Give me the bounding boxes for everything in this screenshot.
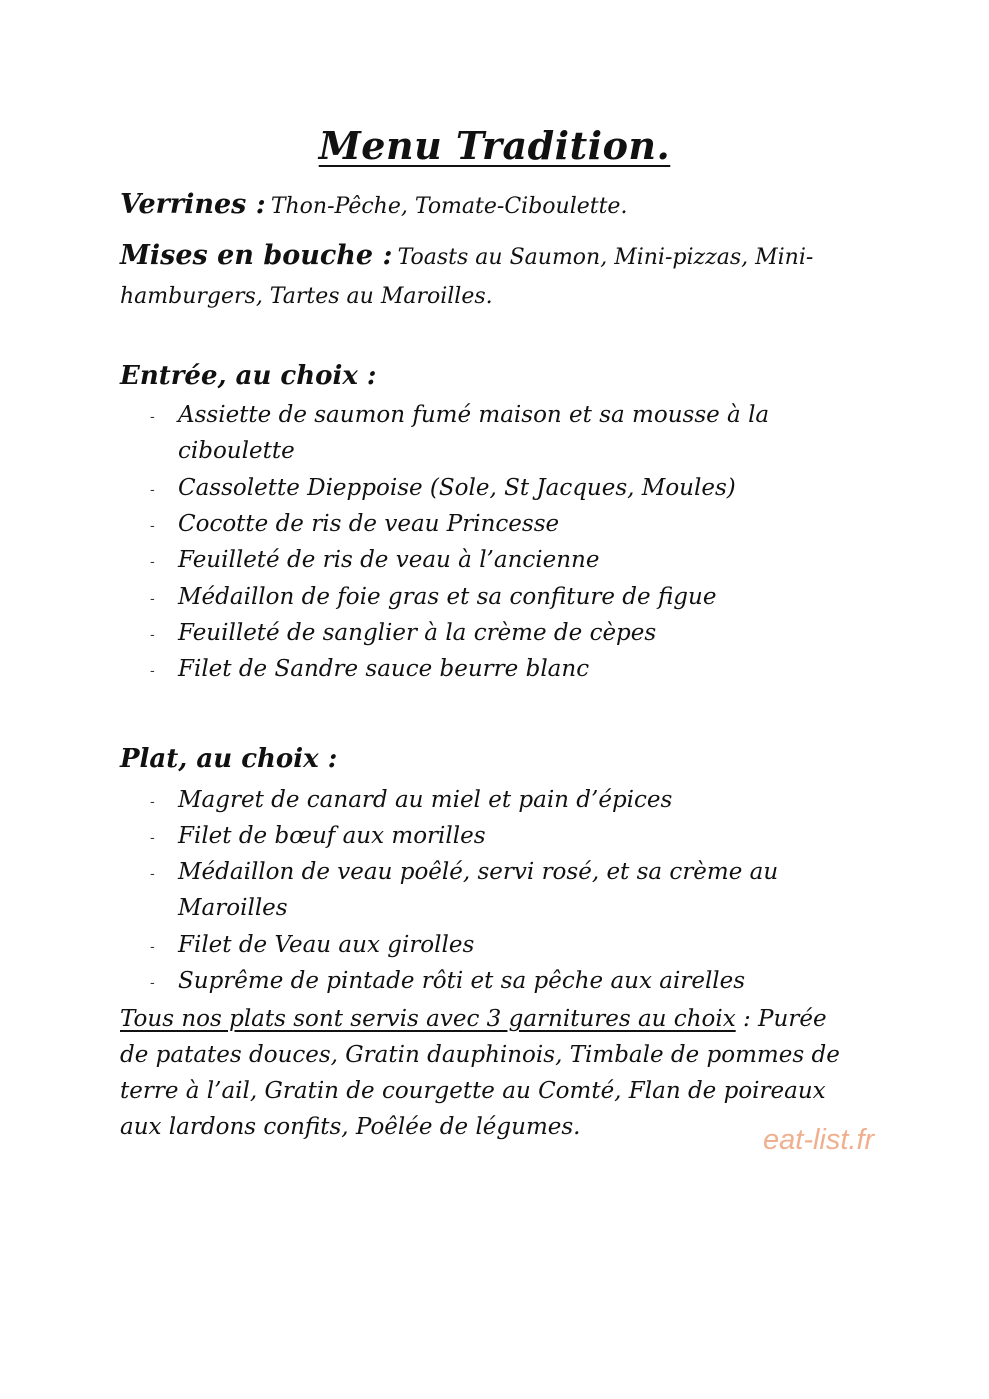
garnish-line-1-rest: : Purée <box>735 1006 827 1032</box>
bullet-marker: - <box>150 830 155 846</box>
entree-item-text: Médaillon de foie gras et sa confiture de figue <box>178 584 717 610</box>
entree-item-text: Filet de Sandre sauce beurre blanc <box>178 656 590 682</box>
entree-item-text: Assiette de saumon fumé maison et sa mousse à la <box>178 402 770 428</box>
bullet-marker: - <box>150 554 155 570</box>
entree-item-text: Feuilleté de sanglier à la crème de cèpes <box>178 620 657 646</box>
verrines-line <box>120 185 880 228</box>
bullet-marker: - <box>150 409 155 425</box>
entree-item-text: ciboulette <box>178 438 295 464</box>
plat-item-text: Filet de Veau aux girolles <box>178 932 475 958</box>
menu-title <box>0 118 989 174</box>
garnish-line-3: terre à l’ail, Gratin de courgette au Comté, Flan de poireaux <box>120 1078 826 1104</box>
plat-item-text: Maroilles <box>178 895 288 921</box>
entree-heading: Entrée, au choix : <box>120 361 377 391</box>
garnish-line-2: de patates douces, Gratin dauphinois, Timbale de pommes de <box>120 1042 840 1068</box>
plat-item-text: Magret de canard au miel et pain d’épices <box>178 787 673 813</box>
bullet-marker: - <box>150 627 155 643</box>
entree-item-text: Feuilleté de ris de veau à l’ancienne <box>178 547 600 573</box>
watermark: eat-list.fr <box>763 1124 875 1156</box>
garnish-line-1 <box>120 1001 880 1037</box>
bullet-marker: - <box>150 482 155 498</box>
verrines-text: Thon-Pêche, Tomate-Ciboulette. <box>270 194 628 219</box>
plat-heading: Plat, au choix : <box>120 744 338 774</box>
bullet-marker: - <box>150 663 155 679</box>
garnish-line-4: aux lardons confits, Poêlée de légumes. <box>120 1114 581 1140</box>
mises-en-bouche-line-1 <box>120 236 880 279</box>
bullet-marker: - <box>150 975 155 991</box>
bullet-marker: - <box>150 939 155 955</box>
menu-title-text: Menu Tradition. <box>318 123 671 168</box>
entree-item-text: Cocotte de ris de veau Princesse <box>178 511 560 537</box>
garnish-intro: Tous nos plats sont servis avec 3 garnitures au choix <box>120 1006 736 1032</box>
bullet-marker: - <box>150 518 155 534</box>
bullet-marker: - <box>150 794 155 810</box>
plat-item-text: Suprême de pintade rôti et sa pêche aux airelles <box>178 968 746 994</box>
entree-item-text: Cassolette Dieppoise (Sole, St Jacques, Moules) <box>178 475 736 501</box>
mises-en-bouche-text-1: Toasts au Saumon, Mini-pizzas, Mini- <box>397 245 814 270</box>
bullet-marker: - <box>150 591 155 607</box>
bullet-marker: - <box>150 866 155 882</box>
plat-item-text: Filet de bœuf aux morilles <box>178 823 486 849</box>
mises-en-bouche-label: Mises en bouche : <box>120 240 393 271</box>
verrines-label: Verrines : <box>120 189 266 220</box>
plat-item-text: Médaillon de veau poêlé, servi rosé, et sa crème au <box>178 859 779 885</box>
mises-en-bouche-line-2: hamburgers, Tartes au Maroilles. <box>120 284 493 309</box>
